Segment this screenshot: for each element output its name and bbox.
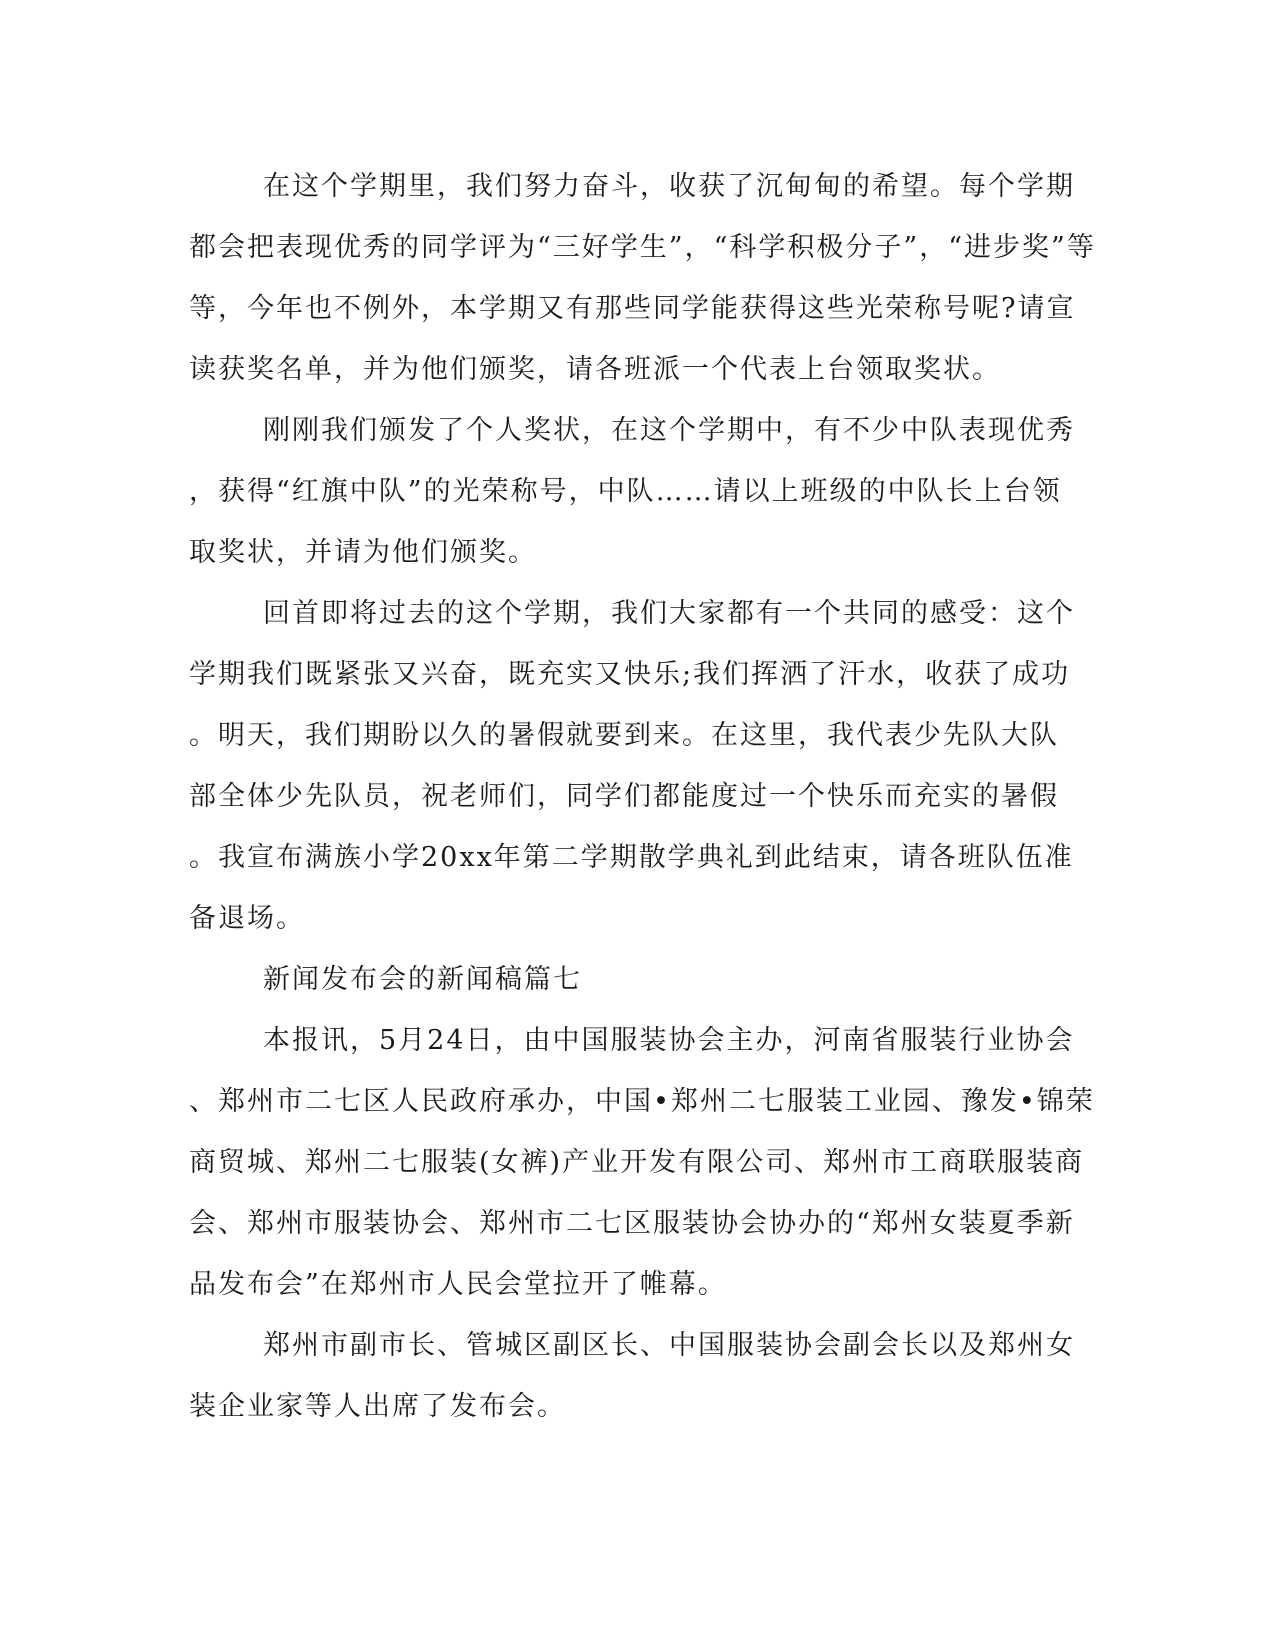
- heading-line: 新闻发布会的新闻稿篇七: [263, 964, 582, 995]
- text-line: 郑州市副市长、管城区副区长、中国服装协会副会长以及郑州女: [263, 1330, 1075, 1361]
- paragraph-5: [189, 1315, 1079, 1437]
- document-body: [189, 156, 1096, 1437]
- paragraph-4: [189, 1010, 1095, 1315]
- text-line: 刚刚我们颁发了个人奖状，在这个学期中，有不少中队表现优秀: [263, 415, 1075, 446]
- paragraph-3: [189, 583, 1079, 949]
- text-line: 备退场。: [189, 903, 305, 934]
- text-line: 。明天，我们期盼以久的暑假就要到来。在这里，我代表少先队大队: [189, 720, 1059, 751]
- text-line: 取奖状，并请为他们颁奖。: [189, 537, 537, 568]
- text-line: 商贸城、郑州二七服装(女裤)产业开发有限公司、郑州市工商联服装商: [189, 1147, 1085, 1178]
- paragraph-2: [189, 400, 1079, 583]
- text-line: 。我宣布满族小学20xx年第二学期散学典礼到此结束，请各班队伍准: [189, 842, 1074, 873]
- text-line: 读获奖名单，并为他们颁奖，请各班派一个代表上台领取奖状。: [189, 354, 1001, 385]
- text-line: 回首即将过去的这个学期，我们大家都有一个共同的感受：这个: [263, 598, 1075, 629]
- text-line: 都会把表现优秀的同学评为“三好学生”，“科学积极分子”，“进步奖”等: [189, 232, 1096, 263]
- text-line: 等，今年也不例外，本学期又有那些同学能获得这些光荣称号呢?请宣: [189, 293, 1076, 324]
- text-line: 装企业家等人出席了发布会。: [189, 1391, 566, 1422]
- text-line: 本报讯，5月24日，由中国服装协会主办，河南省服装行业协会: [263, 1025, 1075, 1056]
- text-line: 、郑州市二七区人民政府承办，中国•郑州二七服装工业园、豫发•锦荣: [189, 1086, 1095, 1117]
- text-line: ，获得“红旗中队”的光荣称号，中队……请以上班级的中队长上台领: [189, 476, 1062, 507]
- text-line: 在这个学期里，我们努力奋斗，收获了沉甸甸的希望。每个学期: [263, 171, 1075, 202]
- section-heading: [189, 949, 1079, 1010]
- text-line: 学期我们既紧张又兴奋，既充实又快乐;我们挥洒了汗水，收获了成功: [189, 659, 1071, 690]
- text-line: 部全体少先队员，祝老师们，同学们都能度过一个快乐而充实的暑假: [189, 781, 1059, 812]
- paragraph-1: [189, 156, 1096, 400]
- text-line: 会、郑州市服装协会、郑州市二七区服装协会协办的“郑州女装夏季新: [189, 1208, 1075, 1239]
- text-line: 品发布会”在郑州市人民会堂拉开了帷幕。: [189, 1269, 727, 1300]
